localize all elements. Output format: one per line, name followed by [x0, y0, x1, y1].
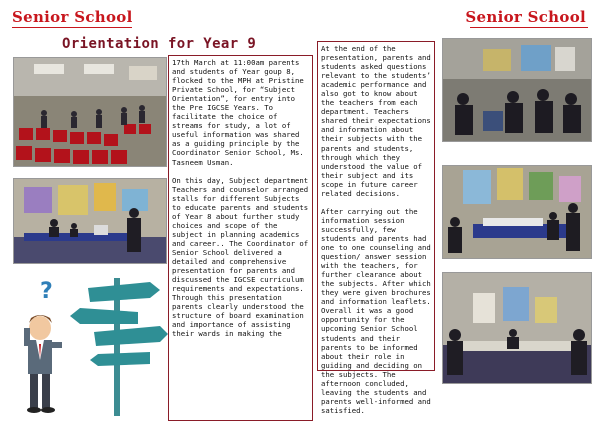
photo-books-stall	[442, 272, 592, 384]
photo-auditorium	[13, 57, 167, 167]
article-column-1-text: 17th March at 11:00am parents and students of Year goup 8, flocked to the MPH at Pristine Private School, for “Subject Orientation”, for entry into the Pre IGCSE Years. To facilitate the choice of streams for study, a lot of useful information was shared as a guiding principle by the Coordinator Senior School, Ms. Tasneem Usman. On this day, Subject department Teachers and counselor arranged stalls for different Subjects to educate parents and students of Year 8 about further study choices and scope of the subject in planning academics and career.. The Coordinator of Senior School delivered a detailed and comprehensive presentation for parents and discussed the IGCSE curriculum requirements and expectations. Through this presentation parents clearly understood the structure of board examination and importance of assisting their wards in making the	[172, 58, 309, 339]
article-column-2-text: At the end of the presentation, parents and students asked questions relevant to the students’ academic performance and also got to know about the teachers from each department. Teachers shared their expectations and information about their subjects with the parents and students, through which they understood the value of their subject and its scope in future career related decisions. After carrying out the information session successfully, few students and parents had one to one counseling and question/ answer session with the teachers, for further clearance about the subjects. After which they were given brochures and information leaflets. Overall it was a good opportunity for the upcoming Senior School students and their parents to be informed about their role in guiding and deciding on the subjects. The afternoon concluded, leaving the students and parents well-informed and satisfied.	[321, 44, 431, 415]
photo-subject-stall	[13, 178, 167, 264]
article-title: Orientation for Year 9	[62, 36, 257, 52]
photo-science-stall	[442, 165, 592, 259]
article-text-column-2	[317, 41, 435, 415]
confused-person-signpost-icon	[10, 268, 170, 418]
question-mark: ?	[40, 279, 53, 304]
header-left-rule	[12, 27, 132, 28]
article-text-column-1	[168, 55, 313, 421]
photo-parents-meeting	[442, 38, 592, 142]
header-left-title: Senior School	[12, 8, 133, 26]
header-right-title: Senior School	[465, 8, 586, 26]
header-right-rule	[470, 27, 588, 28]
